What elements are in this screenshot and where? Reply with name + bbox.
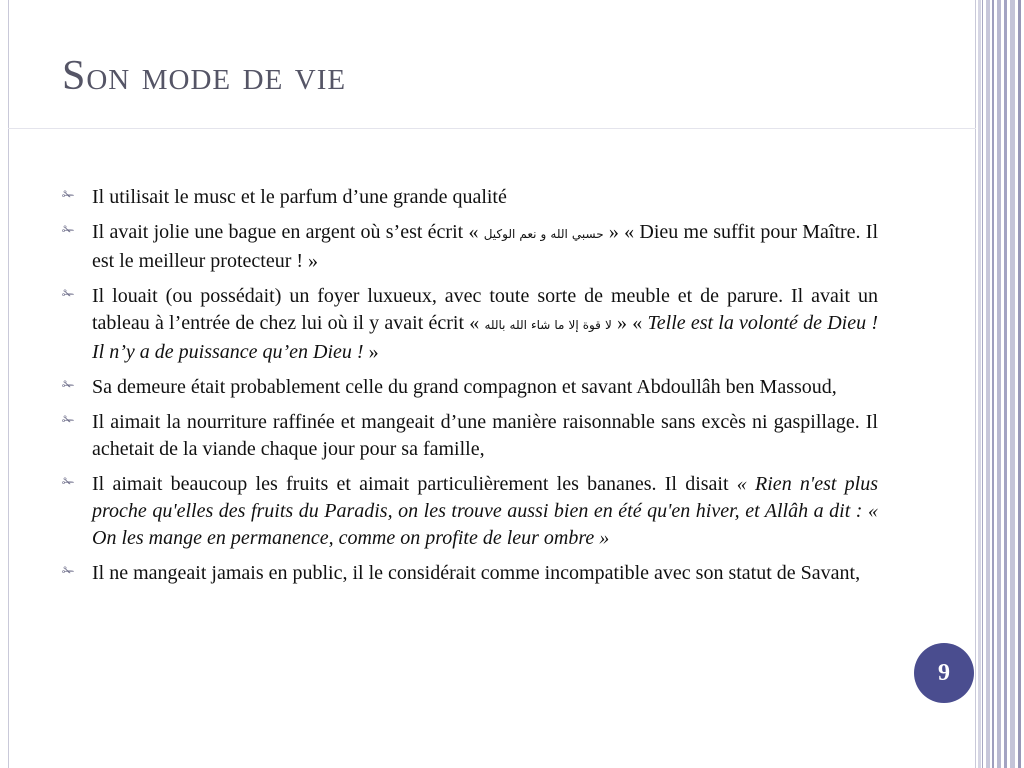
arabic-inscription: حسبي الله و نعم الوكيل	[483, 227, 604, 241]
quote-text: « Rien n'est plus proche qu'elles des fruits du Paradis, on les trouve aussi bien en été qu'en hiver, et Allâh a dit : « On les mange en permanence, comme on profite de leur ombre »	[92, 473, 879, 549]
fleuron-bullet-icon: ✁	[62, 562, 75, 580]
bullet-text: »	[363, 341, 379, 363]
bullet-item	[62, 219, 878, 275]
arabic-inscription: لا قوة إلا ما شاء الله بالله	[484, 318, 612, 332]
fleuron-bullet-icon: ✁	[62, 376, 75, 394]
bullet-text: Il avait jolie une bague en argent où s’est écrit «	[92, 221, 484, 243]
bullet-text: » « Dieu me suffit pour Maître. Il est le meilleur protecteur ! »	[92, 221, 879, 272]
slide-title: Son mode de vie	[62, 53, 347, 99]
title-divider	[8, 128, 976, 129]
bullet-list	[62, 184, 878, 595]
fleuron-bullet-icon: ✁	[62, 473, 75, 491]
fleuron-bullet-icon: ✁	[62, 221, 75, 239]
bullet-text: Il aimait la nourriture raffinée et mangeait d’une manière raisonnable sans excès ni gaspillage. Il achetait de la viande chaque jour pour sa famille,	[92, 411, 878, 460]
bullet-text: Il louait (ou possédait) un foyer luxueux, avec toute sorte de meuble et de parure. Il avait un tableau à l’entrée de chez lui où il y avait écrit «	[92, 285, 878, 334]
bullet-text: Il aimait beaucoup les fruits et aimait particulièrement les bananes. Il disait	[92, 473, 737, 495]
bullet-item	[62, 374, 878, 401]
bullet-item	[62, 184, 878, 211]
bullet-text: Il ne mangeait jamais en public, il le considérait comme incompatible avec son statut de Savant,	[92, 562, 861, 584]
bullet-item	[62, 283, 878, 366]
bullet-item	[62, 560, 878, 587]
bullet-text: » «	[611, 312, 648, 334]
bullet-text: Il utilisait le musc et le parfum d’une grande qualité	[92, 186, 507, 208]
bullet-item	[62, 409, 878, 463]
bullet-text: Sa demeure était probablement celle du grand compagnon et savant Abdoullâh ben Massoud,	[92, 376, 837, 398]
bullet-item	[62, 471, 878, 552]
fleuron-bullet-icon: ✁	[62, 186, 75, 204]
quote-text: Telle est la volonté de Dieu ! Il n’y a de puissance qu’en Dieu !	[92, 312, 878, 363]
fleuron-bullet-icon: ✁	[62, 411, 75, 429]
page-number-badge: 9	[914, 643, 974, 703]
fleuron-bullet-icon: ✁	[62, 285, 75, 303]
decorative-stripes	[978, 0, 1024, 768]
